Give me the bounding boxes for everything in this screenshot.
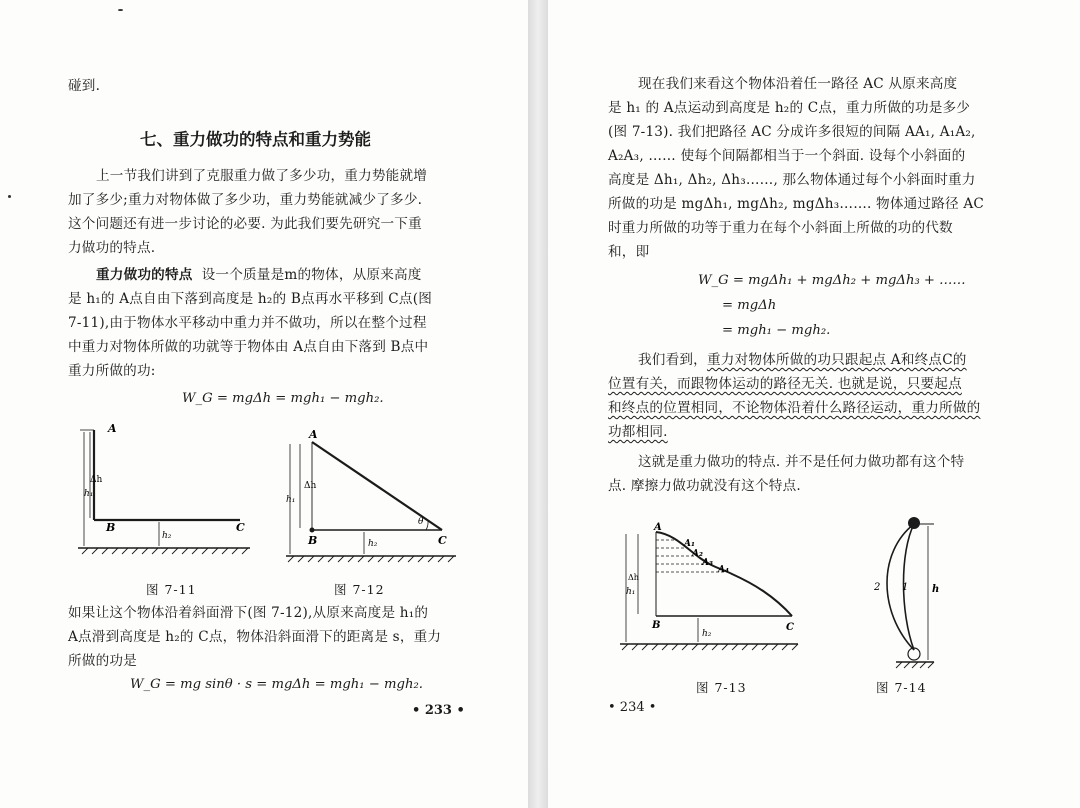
label-h1: h₁ [84,489,94,499]
figure-7-11 [72,420,262,570]
label-A4: A₄ [718,565,729,575]
label-B: B [106,521,116,534]
page-number: • 233 • [412,703,465,718]
paragraph-line: 中重力对物体所做的功就等于物体由 A点自由下落到 B点中 [68,339,429,355]
highlighted-statement: 功都相同. [608,424,668,440]
equation-line: = mgh₁ − mgh₂. [722,323,831,338]
figure-caption-7-13: 图 7-13 [696,680,747,695]
label-delta-h: Δh [90,475,103,485]
paragraph-line: 设一个质量是m的物体，从原来高度 [201,267,422,283]
paragraph-line: 力做功的特点. [68,240,156,256]
label-1: 1 [902,582,909,593]
paragraph-line: 和，即 [608,244,650,260]
highlighted-statement: 重力对物体所做的功只跟起点 A和终点C的 [706,352,967,368]
paragraph-line: A₂A₃, …… 使每个间隔都相当于一个斜面. 设每个小斜面的 [608,148,966,164]
highlighted-statement: 位置有关，而跟物体运动的路径无关. 也就是说，只要起点 [608,376,962,392]
label-h2: h₂ [702,629,712,639]
paragraph-line: (图 7-13). 我们把路径 AC 分成许多很短的间隔 AA₁, A₁A₂, [608,124,976,140]
label-A3: A₃ [702,558,713,568]
highlighted-statement: 和终点的位置相同，不论物体沿着什么路径运动，重力所做的 [608,400,981,416]
paragraph-line: 是 h₁的 A点自由下落到高度是 h₂的 B点再水平移到 C点(图 [68,291,432,307]
path-2 [887,524,914,650]
continuation-text: 碰到. [68,78,101,94]
label-C: C [786,622,794,633]
paragraph-3 [68,601,488,673]
scan-speck [118,9,123,11]
paragraph-line: 所做的功是 mgΔh₁, mgΔh₂, mgΔh₃……. 物体通过路径 AC [608,196,984,212]
label-delta-h: Δh [304,481,317,491]
equation-line: W_G = mgΔh₁ + mgΔh₂ + mgΔh₃ + …… [698,273,966,288]
label-2: 2 [874,582,881,593]
paragraph-line: 重力所做的功: [68,363,156,379]
label-h2: h₂ [162,531,172,541]
label-B: B [308,534,318,547]
equation-line: = mgΔh [722,298,777,313]
label-h2: h₂ [368,539,378,549]
scan-speck [8,195,11,198]
label-delta-h: Δh [628,573,639,582]
paragraph-line: 上一节我们讲到了克服重力做了多少功，重力势能就增 [96,168,428,184]
label-h1: h₁ [626,587,636,597]
paragraph-line: 点. 摩擦力做功就没有这个特点. [608,478,801,494]
label-C: C [236,521,245,534]
label-A: A [654,522,662,533]
paragraph-2 [68,263,488,383]
section-title: 七、重力做功的特点和重力势能 [140,130,371,149]
equation-1: W_G = mgΔh = mgh₁ − mgh₂. [182,391,384,406]
paragraph-line: 现在我们来看这个物体沿着任一路径 AC 从原来高度 [638,76,958,92]
label-C: C [438,534,447,547]
left-page [0,0,528,808]
label-A: A [309,428,318,441]
paragraph-line: 高度是 Δh₁, Δh₂, Δh₃……, 那么物体通过每个小斜面时重力 [608,172,976,188]
paragraph-line: 所做的功是 [68,653,137,669]
label-A2: A₂ [692,549,703,559]
figure-caption-7-12: 图 7-12 [334,582,385,597]
label-h1: h₁ [286,495,296,505]
figure-7-12 [278,420,470,570]
equation-2: W_G = mg sinθ · s = mgΔh = mgh₁ − mgh₂. [130,677,423,692]
label-B: B [652,620,661,631]
paragraph-line: 是 h₁ 的 A点运动到高度是 h₂的 C点，重力所做的功是多少 [608,100,971,116]
paragraph-line: 我们看到， [638,352,707,368]
paragraph-line: 这就是重力做功的特点. 并不是任何力做功都有这个特 [638,454,965,470]
paragraph-line: 这个问题还有进一步讨论的必要. 为此我们要先研究一下重 [68,216,422,232]
paragraph-line: 时重力所做的功等于重力在每个小斜面上所做的功的代数 [608,220,953,236]
figure-7-14 [848,512,944,672]
book-gutter [528,0,548,808]
paragraph-3 [608,450,1068,498]
label-A1: A₁ [684,539,695,549]
paragraph-line: 加了多少;重力对物体做了多少功，重力势能就减少了多少. [68,192,423,208]
paragraph-line: 如果让这个物体沿着斜面滑下(图 7-12),从原来高度是 h₁的 [68,605,429,621]
label-A: A [108,422,117,435]
figure-7-13 [614,518,810,666]
figure-caption-7-11: 图 7-11 [146,582,197,597]
paragraph-line: 7-11),由于物体水平移动中重力并不做功，所以在整个过程 [68,315,427,331]
paragraph-2 [608,348,1068,444]
page-number: • 234 • [608,700,657,715]
label-theta: θ [418,517,424,527]
figure-caption-7-14: 图 7-14 [876,680,927,695]
label-h: h [932,584,940,595]
paragraph-1 [68,164,488,260]
paragraph-heading: 重力做功的特点 [96,267,193,283]
ball [908,517,920,529]
paragraph-line: A点滑到高度是 h₂的 C点，物体沿斜面滑下的距离是 s，重力 [68,629,442,645]
right-page [548,0,1080,808]
paragraph-1 [608,72,1068,264]
